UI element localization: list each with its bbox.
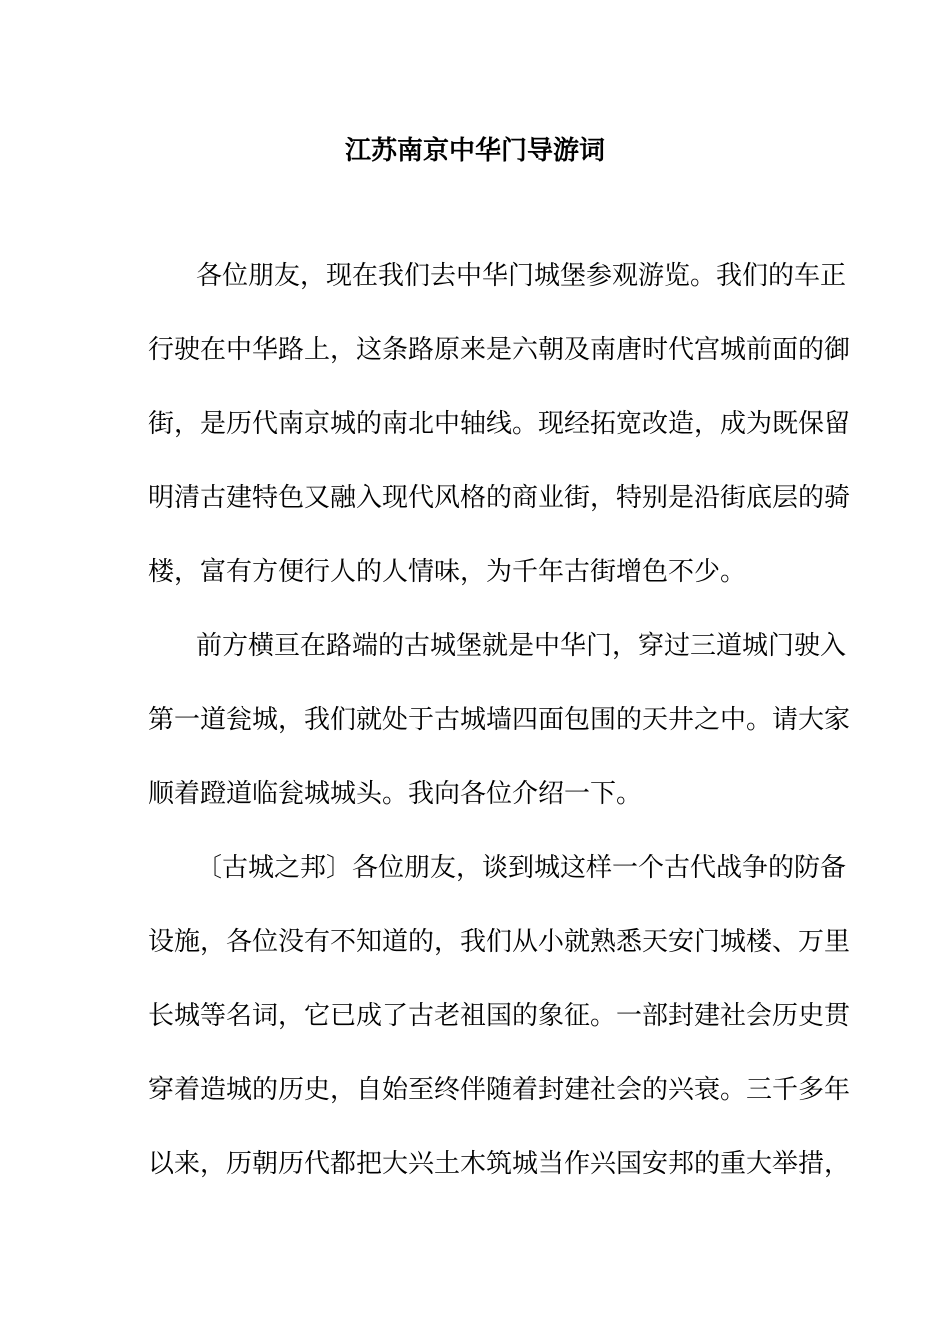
text-line: 穿着造城的历史，自始至终伴随着封建社会的兴衰。三千多年 <box>148 1075 851 1105</box>
document-body <box>148 254 851 1216</box>
page-title: 江苏南京中华门导游词 <box>344 136 605 166</box>
text-line: 街，是历代南京城的南北中轴线。现经拓宽改造，成为既保留 <box>148 409 851 439</box>
text-line: 行驶在中华路上，这条路原来是六朝及南唐时代宫城前面的御 <box>148 335 851 365</box>
text-line: 明清古建特色又融入现代风格的商业街，特别是沿街底层的骑 <box>148 483 851 513</box>
text-line: 各位朋友，现在我们去中华门城堡参观游览。我们的车正 <box>196 261 847 291</box>
text-line: 〔古城之邦〕各位朋友，谈到城这样一个古代战争的防备 <box>196 853 847 883</box>
text-line: 以来，历朝历代都把大兴土木筑城当作兴国安邦的重大举措， <box>148 1149 851 1179</box>
text-line: 第一道瓮城，我们就处于古城墙四面包围的天井之中。请大家 <box>148 705 851 735</box>
text-line: 前方横亘在路端的古城堡就是中华门，穿过三道城门驶入 <box>196 631 847 661</box>
text-line: 设施，各位没有不知道的，我们从小就熟悉天安门城楼、万里 <box>148 927 851 957</box>
text-line: 顺着蹬道临瓮城城头。我向各位介绍一下。 <box>148 779 643 809</box>
text-line: 楼，富有方便行人的人情味，为千年古街增色不少。 <box>148 557 747 587</box>
text-line: 长城等名词，它已成了古老祖国的象征。一部封建社会历史贯 <box>148 1001 851 1031</box>
